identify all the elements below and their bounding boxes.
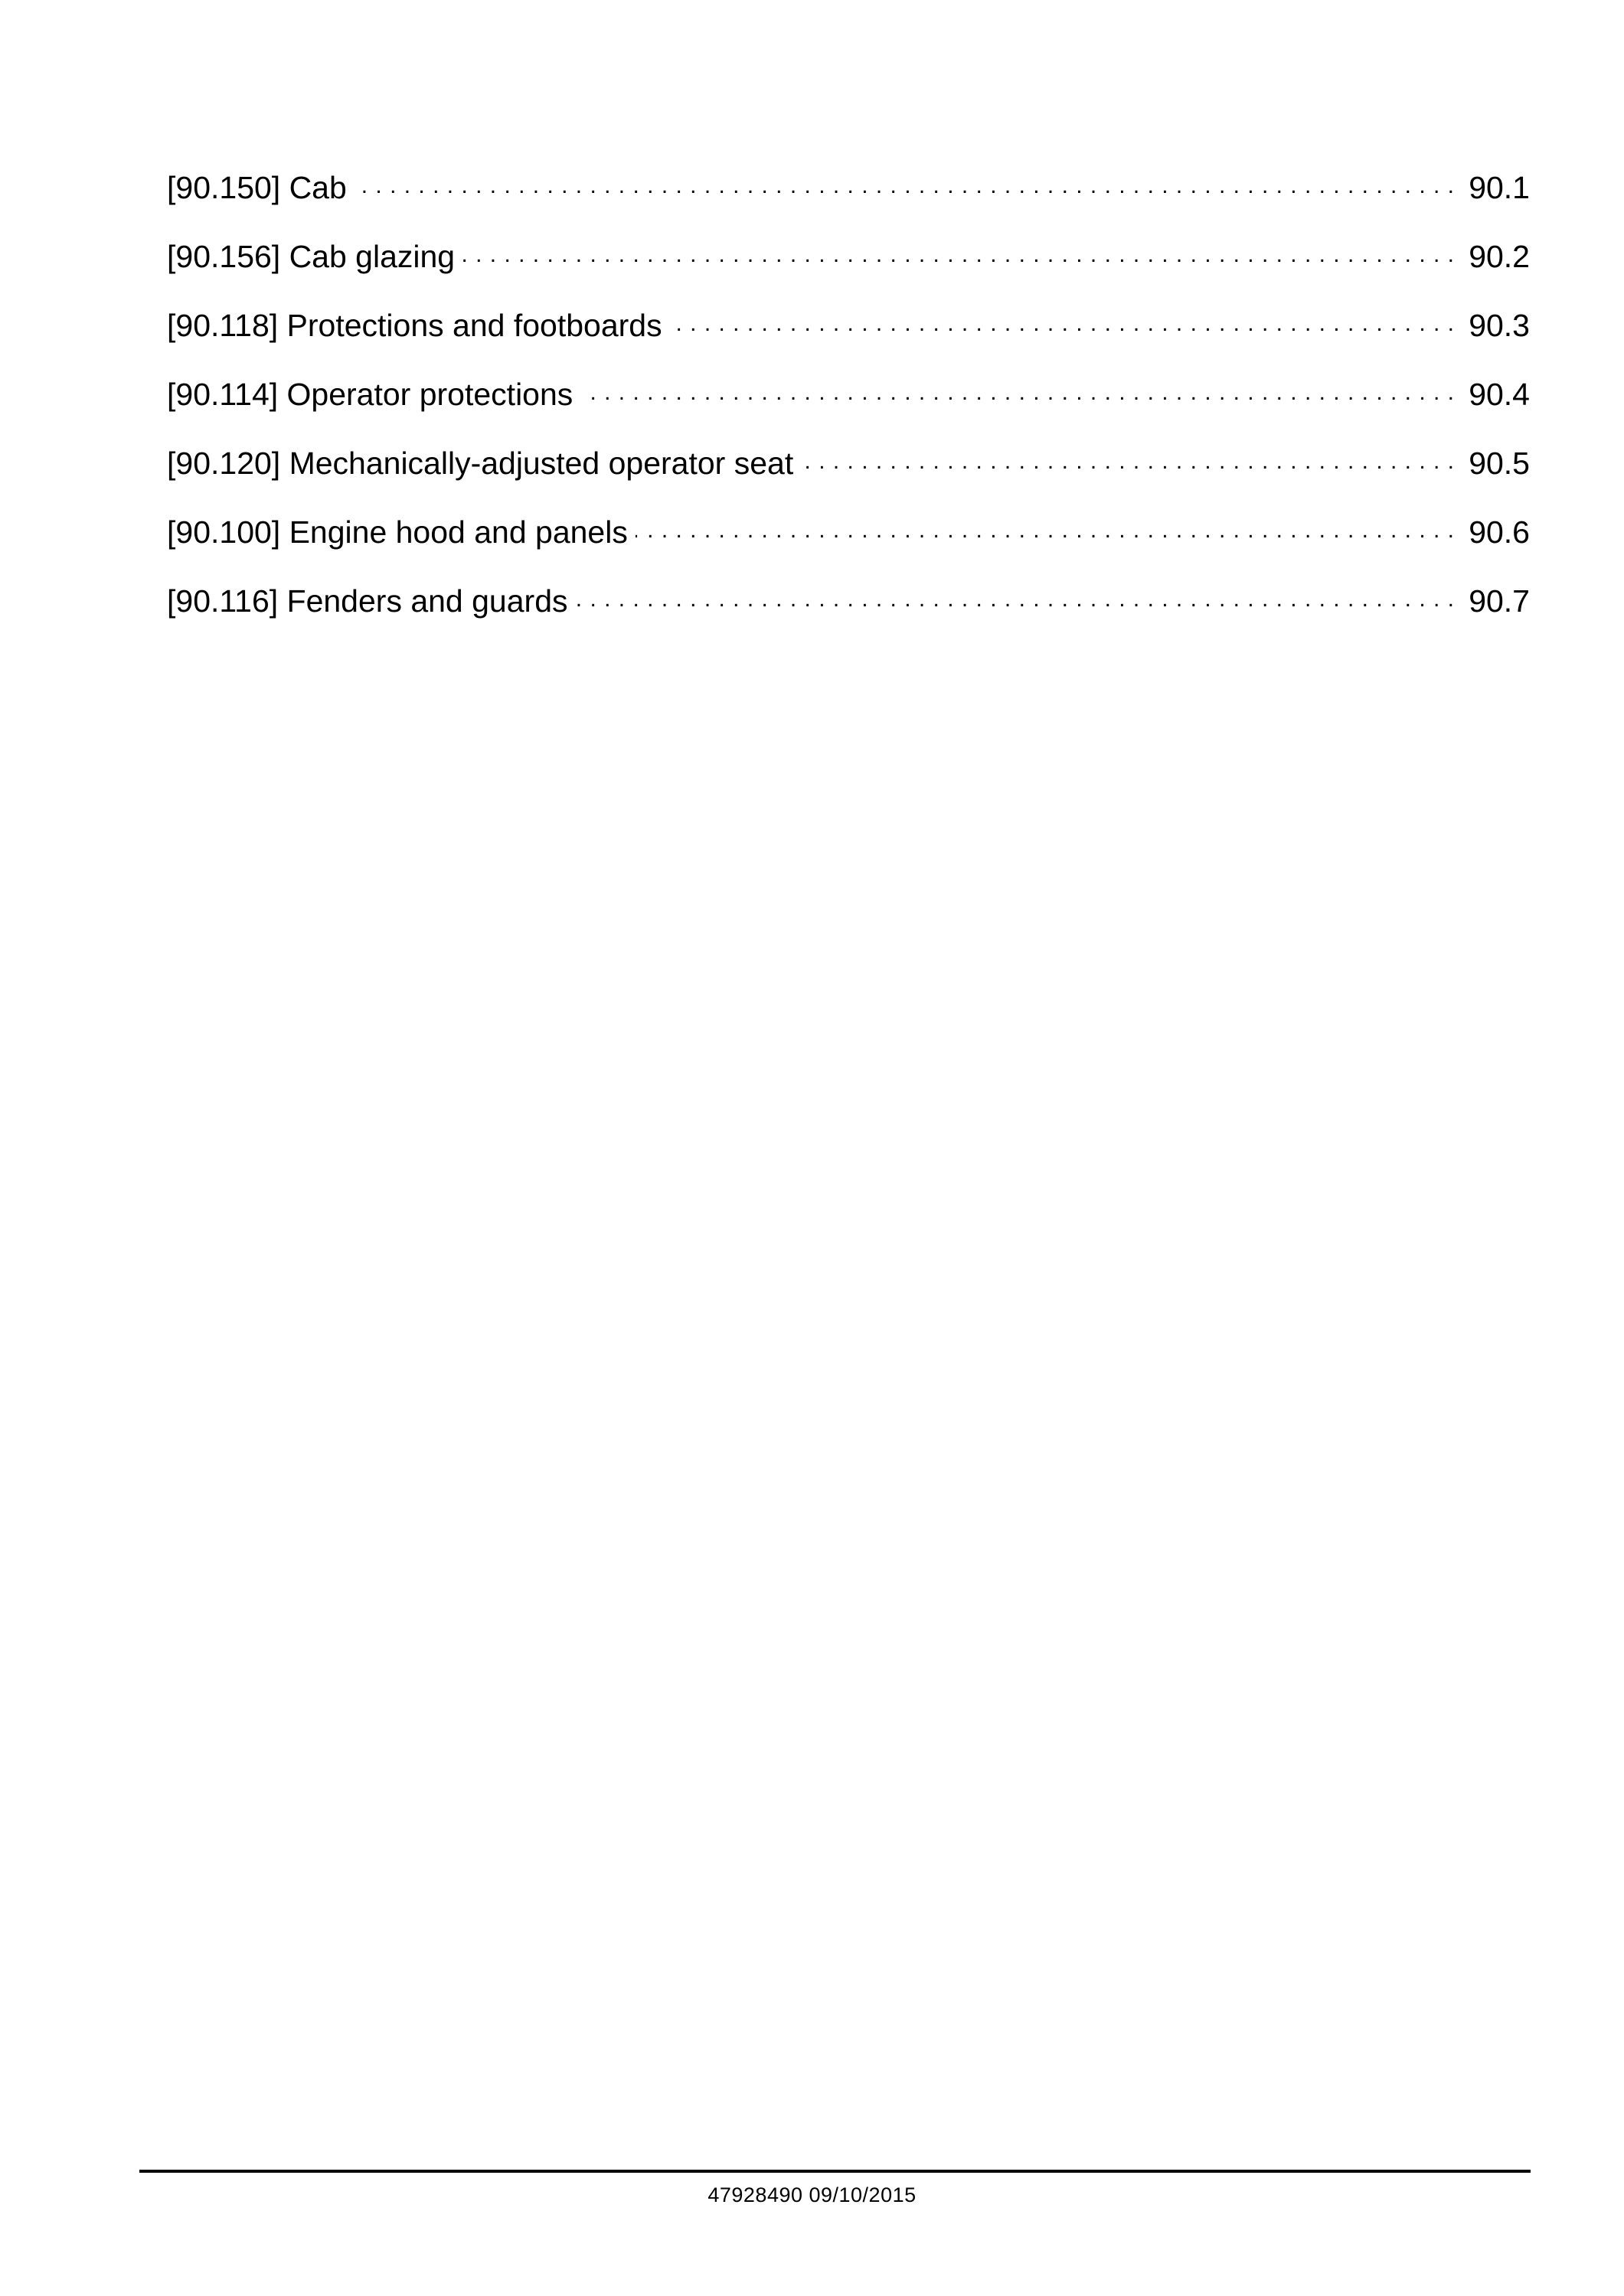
toc-entry-fenders-and-guards[interactable] [167, 582, 1530, 651]
dot-leader [801, 444, 1455, 474]
toc-entry-page: 90.2 [1469, 238, 1530, 274]
toc-entry-title: [90.114] Operator protections [167, 376, 573, 412]
toc-entry-operator-protections[interactable] [167, 375, 1530, 444]
dot-leader [576, 582, 1456, 612]
toc-entry-title: [90.150] Cab [167, 169, 347, 205]
footer-divider [139, 2170, 1531, 2173]
dot-leader [355, 168, 1455, 198]
toc-entry-protections-and-footboards[interactable] [167, 306, 1530, 375]
dot-leader [580, 375, 1455, 405]
toc-entry-page: 90.4 [1469, 376, 1530, 412]
toc-entry-title: [90.118] Protections and footboards [167, 307, 662, 343]
dot-leader [462, 237, 1455, 267]
toc-entry-page: 90.1 [1469, 169, 1530, 205]
toc-entry-title: [90.156] Cab glazing [167, 238, 456, 274]
toc-entry-title: [90.120] Mechanically-adjusted operator seat [167, 445, 794, 481]
dot-leader [636, 513, 1455, 543]
toc-entry-page: 90.7 [1469, 583, 1530, 619]
dot-leader [670, 306, 1455, 336]
toc-entry-page: 90.6 [1469, 514, 1530, 550]
toc-entry-operator-seat[interactable] [167, 444, 1530, 513]
toc-entry-title: [90.100] Engine hood and panels [167, 514, 628, 550]
toc-entry-title: [90.116] Fenders and guards [167, 583, 568, 619]
footer-document-id: 47928490 09/10/2015 [707, 2183, 917, 2206]
toc-entry-cab[interactable] [167, 168, 1530, 237]
toc-entry-page: 90.3 [1469, 307, 1530, 343]
toc-entry-cab-glazing[interactable] [167, 237, 1530, 306]
toc-entry-page: 90.5 [1469, 445, 1530, 481]
toc-entry-engine-hood-and-panels[interactable] [167, 513, 1530, 582]
table-of-contents [167, 168, 1530, 651]
